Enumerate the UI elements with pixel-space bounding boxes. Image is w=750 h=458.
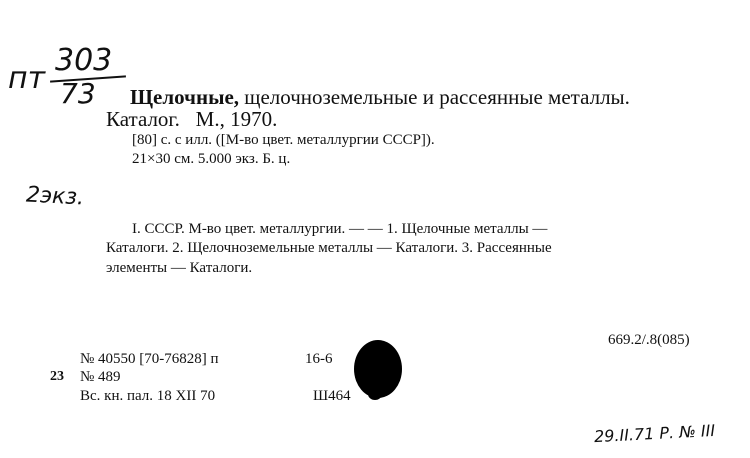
entry-title-bold: Щелочные, bbox=[130, 85, 240, 109]
record-number: № 40550 [70-76828] п bbox=[80, 351, 219, 367]
print-code: Ш464 bbox=[313, 388, 351, 404]
sheet-number: 16-6 bbox=[305, 351, 333, 367]
index-prefix: 23 bbox=[50, 369, 64, 384]
checked-line: Вс. кн. пал. 18 XII 70 bbox=[80, 388, 216, 404]
shelfmark-bottom: 73 bbox=[60, 77, 96, 110]
entry-title-rest: щелочноземельные и рассеянные металлы. bbox=[244, 85, 630, 109]
shelfmark-top: 303 bbox=[55, 43, 113, 78]
tracings-line-2: Каталоги. 2. Щелочноземельные металлы — Каталоги. 3. Рассеянные bbox=[106, 240, 552, 256]
entry-imprint: [80] с. с илл. ([М-во цвет. металлургии СССР]). bbox=[132, 132, 435, 148]
tracings-line-3: элементы — Каталоги. bbox=[106, 260, 253, 276]
classification-number: 669.2/.8(085) bbox=[608, 332, 690, 348]
entry-title-line2: Каталог. М., 1970. bbox=[106, 107, 278, 131]
ink-blot-tail bbox=[368, 388, 382, 400]
shelfmark-prefix: пт bbox=[8, 61, 46, 96]
bottom-right-note: 29.II.71 Р. № III bbox=[593, 420, 716, 447]
entry-title bbox=[130, 87, 630, 108]
tracings-line-1: I. СССР. М-во цвет. металлургии. — — 1. Щелочные металлы — bbox=[132, 221, 548, 237]
entry-physical: 21×30 см. 5.000 экз. Б. ц. bbox=[132, 151, 291, 167]
copies-note: 2экз. bbox=[25, 182, 85, 211]
index-number: № 489 bbox=[80, 369, 121, 385]
